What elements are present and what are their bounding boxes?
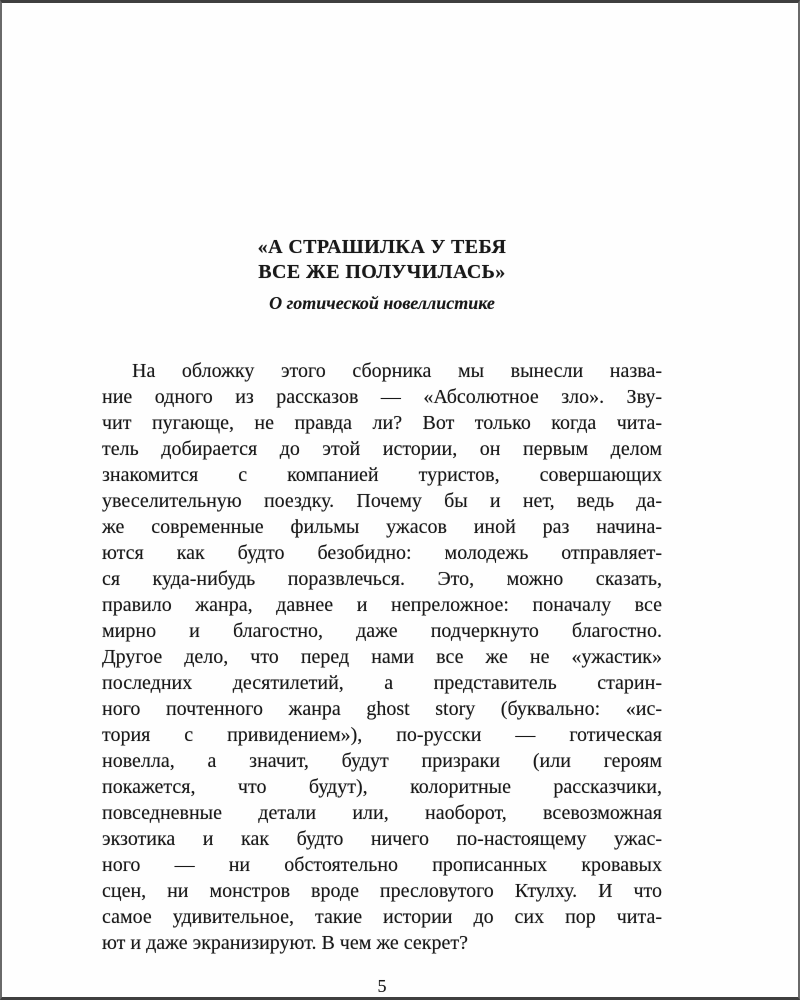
body-line: ного почтенного жанра ghost story (буквально: «ис- <box>102 698 662 720</box>
chapter-title-line-1: «А СТРАШИЛКА У ТЕБЯ <box>257 236 507 258</box>
body-paragraph <box>102 358 662 956</box>
body-line: ют и даже экранизируют. В чем же секрет? <box>102 932 469 954</box>
body-line: ся куда-нибудь поразвлечься. Это, можно сказать, <box>102 568 662 590</box>
body-line: правило жанра, давнее и непреложное: поначалу все <box>102 594 662 616</box>
body-line: экзотика и как будто ничего по-настоящему ужас- <box>102 828 662 850</box>
body-line: мирно и благостно, даже подчеркнуто благостно. <box>102 620 662 642</box>
body-line: чит пугающе, не правда ли? Вот только когда чита- <box>102 412 662 434</box>
body-line: знакомится с компанией туристов, совершающих <box>102 464 662 486</box>
body-line: тель добирается до этой истории, он первым делом <box>102 438 662 460</box>
body-line: сцен, ни монстров вроде пресловутого Ктулху. И что <box>102 880 662 902</box>
chapter-subtitle: О готической новеллистике <box>269 293 495 313</box>
body-line: ного — ни обстоятельно прописанных кровавых <box>102 854 662 876</box>
body-line: ние одного из рассказов — «Абсолютное зло». Зву- <box>102 386 662 408</box>
body-line: Другое дело, что перед нами все же не «ужастик» <box>102 646 662 668</box>
body-line: же современные фильмы ужасов иной раз начина- <box>102 516 662 538</box>
body-line: покажется, что будут), колоритные рассказчики, <box>102 776 662 798</box>
body-line: новелла, а значит, будут призраки (или героям <box>102 750 662 772</box>
body-line: последних десятилетий, а представитель старин- <box>102 672 662 694</box>
body-line: ются как будто безобидно: молодежь отправляет- <box>102 542 662 564</box>
chapter-header <box>102 235 662 314</box>
body-line: самое удивительное, такие истории до сих пор чита- <box>102 906 662 928</box>
chapter-title-line-2: ВСЕ ЖЕ ПОЛУЧИЛАСЬ» <box>258 261 506 283</box>
chapter-title <box>102 235 662 285</box>
page-number: 5 <box>377 976 387 996</box>
body-line: На обложку этого сборника мы вынесли назва- <box>132 360 662 382</box>
body-line: увеселительную поездку. Почему бы и нет, ведь да- <box>102 490 662 512</box>
body-line: повседневные детали или, наоборот, всевозможная <box>102 802 662 824</box>
body-line: тория с привидением»), по-русски — готическая <box>102 724 662 746</box>
page-content <box>2 3 662 997</box>
